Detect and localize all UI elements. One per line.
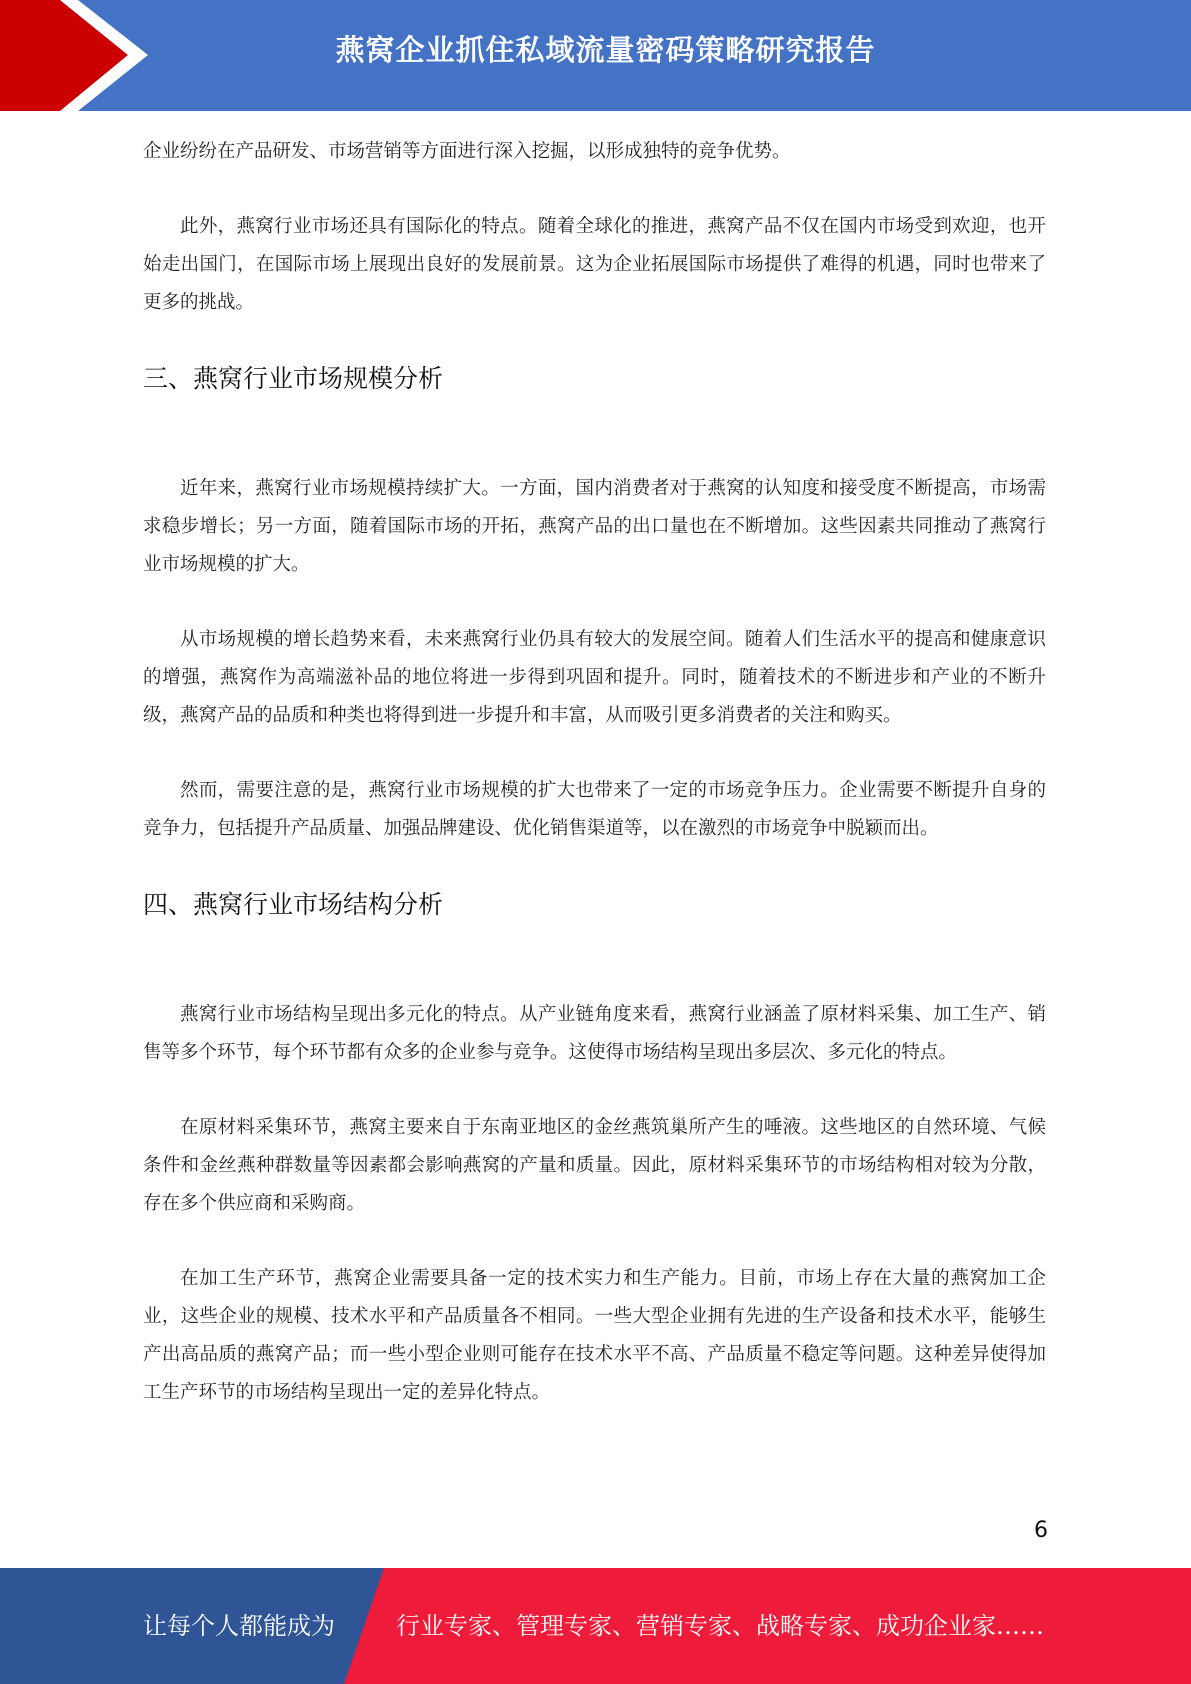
paragraph: 近年来，燕窝行业市场规模持续扩大。一方面，国内消费者对于燕窝的认知度和接受度不断提高，市场需求稳步增长；另一方面，随着国际市场的开拓，燕窝产品的出口量也在不断增加。这些因素共同推动了燕窝行业市场规模的扩大。: [143, 478, 1046, 575]
paragraph: 企业纷纷在产品研发、市场营销等方面进行深入挖掘，以形成独特的竞争优势。: [143, 141, 791, 162]
page-footer: [0, 1568, 1191, 1684]
page-header: [0, 0, 1191, 111]
paragraph: 此外，燕窝行业市场还具有国际化的特点。随着全球化的推进，燕窝产品不仅在国内市场受到欢迎，也开始走出国门，在国际市场上展现出良好的发展前景。这为企业拓展国际市场提供了难得的机遇，同时也带来了更多的挑战。: [143, 216, 1046, 313]
paragraph: 从市场规模的增长趋势来看，未来燕窝行业仍具有较大的发展空间。随着人们生活水平的提高和健康意识的增强，燕窝作为高端滋补品的地位将进一步得到巩固和提升。同时，随着技术的不断进步和产业的不断升级，燕窝产品的品质和种类也将得到进一步提升和丰富，从而吸引更多消费者的关注和购买。: [143, 629, 1046, 726]
section-heading-market-size: 三、燕窝行业市场规模分析: [143, 364, 444, 393]
paragraph: 在原材料采集环节，燕窝主要来自于东南亚地区的金丝燕筑巢所产生的唾液。这些地区的自然环境、气候条件和金丝燕种群数量等因素都会影响燕窝的产量和质量。因此，原材料采集环节的市场结构相对较为分散，存在多个供应商和采购商。: [143, 1117, 1046, 1214]
paragraph: 燕窝行业市场结构呈现出多元化的特点。从产业链角度来看，燕窝行业涵盖了原材料采集、加工生产、销售等多个环节，每个环节都有众多的企业参与竞争。这使得市场结构呈现出多层次、多元化的特点。: [143, 1004, 1046, 1063]
paragraph: 然而，需要注意的是，燕窝行业市场规模的扩大也带来了一定的市场竞争压力。企业需要不断提升自身的竞争力，包括提升产品质量、加强品牌建设、优化销售渠道等，以在激烈的市场竞争中脱颖而出。: [143, 780, 1046, 839]
paragraph: 在加工生产环节，燕窝企业需要具备一定的技术实力和生产能力。目前，市场上存在大量的燕窝加工企业，这些企业的规模、技术水平和产品质量各不相同。一些大型企业拥有先进的生产设备和技术水平，能够生产出高品质的燕窝产品；而一些小型企业则可能存在技术水平不高、产品质量不稳定等问题。这种差异使得加工生产环节的市场结构呈现出一定的差异化特点。: [143, 1268, 1046, 1403]
page-number: 6: [1034, 1518, 1048, 1543]
footer-slogan-lead: 让每个人都能成为: [143, 1612, 335, 1640]
footer-slogan-roles: 行业专家、管理专家、营销专家、战略专家、成功企业家……: [396, 1612, 1044, 1640]
report-title: 燕窝企业抓住私域流量密码策略研究报告: [335, 33, 876, 67]
section-heading-market-structure: 四、燕窝行业市场结构分析: [143, 890, 444, 919]
document-body: [143, 133, 1046, 1412]
